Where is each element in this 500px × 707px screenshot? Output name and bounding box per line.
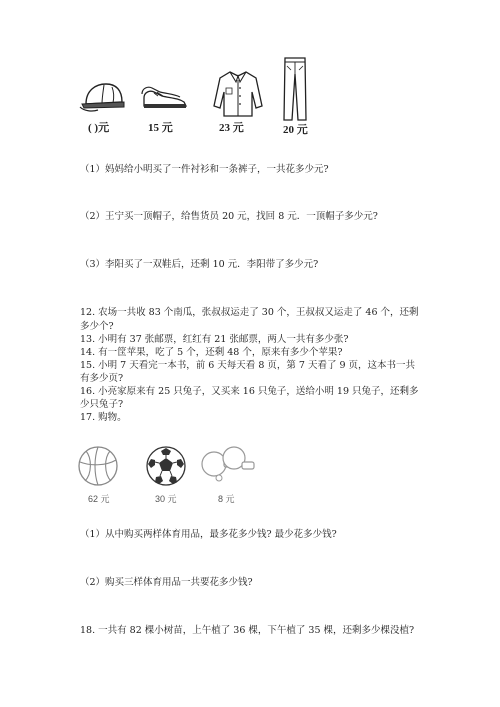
cap-price: ( )元 — [88, 122, 110, 134]
shirt-price: 23 元 — [219, 122, 244, 134]
problem-14: 14. 有一筐苹果，吃了 5 个，还剩 48 个，原来有多少个苹果? — [80, 347, 343, 358]
problem-15-line1: 15. 小明 7 天看完一本书，前 6 天每天看 8 页，第 7 天看了 9 页，这本书一共 — [80, 360, 416, 371]
problem-18: 18. 一共有 82 棵小树苗，上午植了 36 棵，下午植了 35 棵，还剩多少棵没植? — [80, 625, 415, 636]
problem-13: 13. 小明有 37 张邮票，红红有 21 张邮票，两人一共有多少张? — [80, 334, 349, 345]
problem-16-line2: 少只兔子? — [80, 399, 124, 410]
question-17-2: （2）购买三样体育用品一共要花多少钱? — [80, 577, 253, 588]
question-17-1: （1）从中购买两样体育用品，最多花多少钱? 最少花多少钱? — [80, 529, 337, 540]
trousers-price: 20 元 — [283, 124, 308, 136]
problem-12-line1: 12. 农场一共收 83 个南瓜，张叔叔运走了 30 个，王叔叔又运走了 46 个，还剩 — [80, 307, 419, 318]
problem-12-line2: 多少个? — [80, 321, 114, 332]
problem-15-line2: 有多少页? — [80, 373, 124, 384]
trousers-icon — [282, 56, 308, 122]
problem-17: 17. 购物。 — [80, 412, 127, 423]
shirt-icon — [212, 68, 264, 118]
soccer-ball-price: 30 元 — [155, 494, 177, 504]
question-1: （1）妈妈给小明买了一件衬衫和一条裤子，一共花多少元? — [80, 164, 329, 175]
ping-pong-paddles-icon — [200, 444, 256, 484]
soccer-ball-icon — [144, 444, 188, 488]
question-2: （2）王宁买一顶帽子，给售货员 20 元，找回 8 元．一顶帽子多少元? — [80, 211, 378, 222]
problem-16-line1: 16. 小亮家原来有 25 只兔子，又买来 16 只兔子，送给小明 19 只兔子，还剩多 — [80, 386, 419, 397]
shoes-icon — [140, 84, 190, 112]
basketball-icon — [76, 444, 120, 488]
question-3: （3）李阳买了一双鞋后，还剩 10 元．李阳带了多少元? — [80, 259, 319, 270]
paddles-price: 8 元 — [218, 494, 235, 504]
shoes-price: 15 元 — [148, 122, 173, 134]
basketball-price: 62 元 — [88, 494, 110, 504]
cap-icon — [78, 80, 128, 114]
